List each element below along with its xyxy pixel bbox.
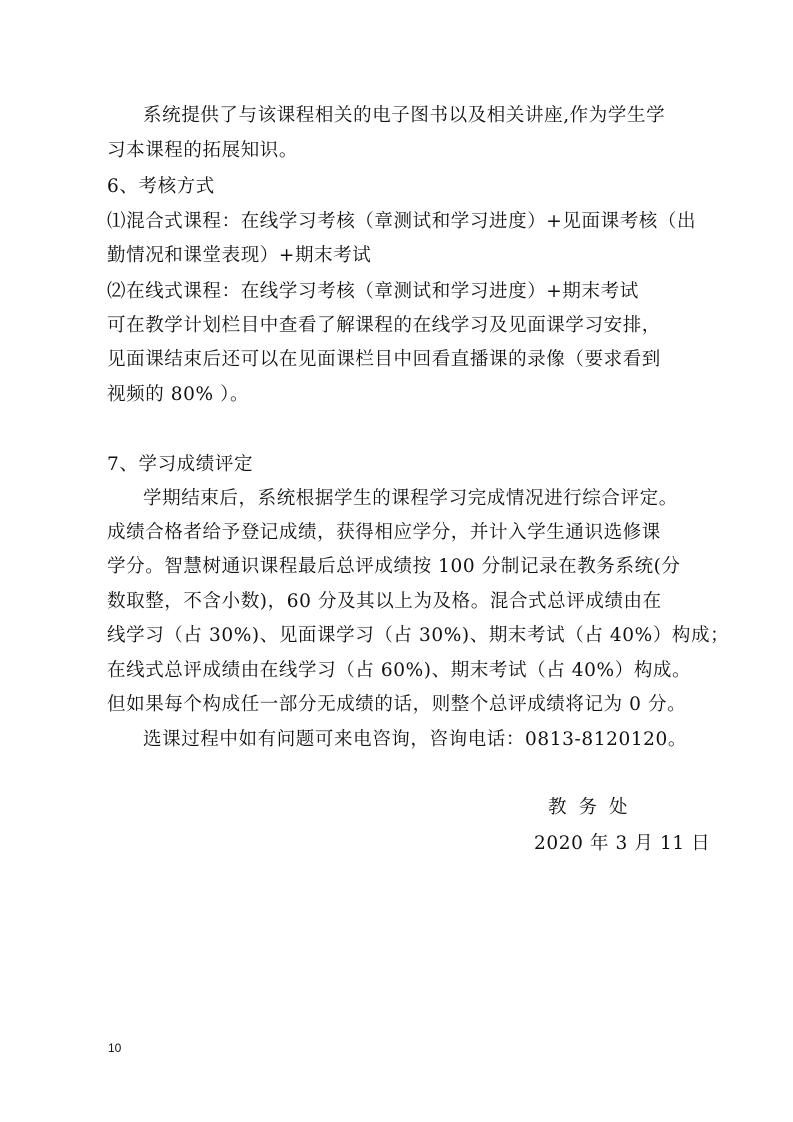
paragraph-line: 习本课程的拓展知识。 bbox=[107, 140, 299, 161]
paragraph-line: 系统提供了与该课程相关的电子图书以及相关讲座,作为学生学 bbox=[143, 105, 666, 126]
paragraph-line: 学期结束后，系统根据学生的课程学习完成情况进行综合评定。 bbox=[143, 488, 678, 509]
paragraph-line: 勤情况和课堂表现）+期末考试 bbox=[107, 245, 372, 266]
paragraph-line: 学分。智慧树通识课程最后总评成绩按 100 分制记录在教务系统(分 bbox=[107, 556, 681, 577]
paragraph-line: 成绩合格者给予登记成绩，获得相应学分，并计入学生通识选修课 bbox=[107, 522, 661, 543]
paragraph-line: ⑵在线式课程：在线学习考核（章测试和学习进度）+期末考试 bbox=[107, 281, 639, 302]
section-heading: 6、考核方式 bbox=[107, 176, 215, 197]
section-heading: 7、学习成绩评定 bbox=[107, 454, 254, 475]
paragraph-line: 选课过程中如有问题可来电咨询，咨询电话：0813-8120120。 bbox=[143, 729, 688, 750]
paragraph-line: 可在教学计划栏目中查看了解课程的在线学习及见面课学习安排， bbox=[107, 315, 661, 336]
page-number: 10 bbox=[108, 1041, 122, 1055]
paragraph-line: ⑴混合式课程：在线学习考核（章测试和学习进度）+见面课考核（出 bbox=[107, 211, 697, 232]
signature-date: 2020 年 3 月 11 日 bbox=[534, 833, 711, 854]
paragraph-line: 线学习（占 30%)、见面课学习（占 30%)、期末考试（占 40%）构成； bbox=[107, 625, 730, 646]
paragraph-line: 见面课结束后还可以在见面课栏目中回看直播课的录像（要求看到 bbox=[107, 349, 661, 370]
paragraph-line: 在线式总评成绩由在线学习（占 60%)、期末考试（占 40%）构成。 bbox=[107, 660, 692, 681]
signature-department: 教务处 bbox=[548, 797, 640, 818]
paragraph-line: 视频的 80% ）。 bbox=[107, 384, 250, 405]
paragraph-line: 数取整，不含小数)，60 分及其以上为及格。混合式总评成绩由在 bbox=[107, 591, 662, 612]
paragraph-line: 但如果每个构成任一部分无成绩的话，则整个总评成绩将记为 0 分。 bbox=[107, 694, 687, 715]
